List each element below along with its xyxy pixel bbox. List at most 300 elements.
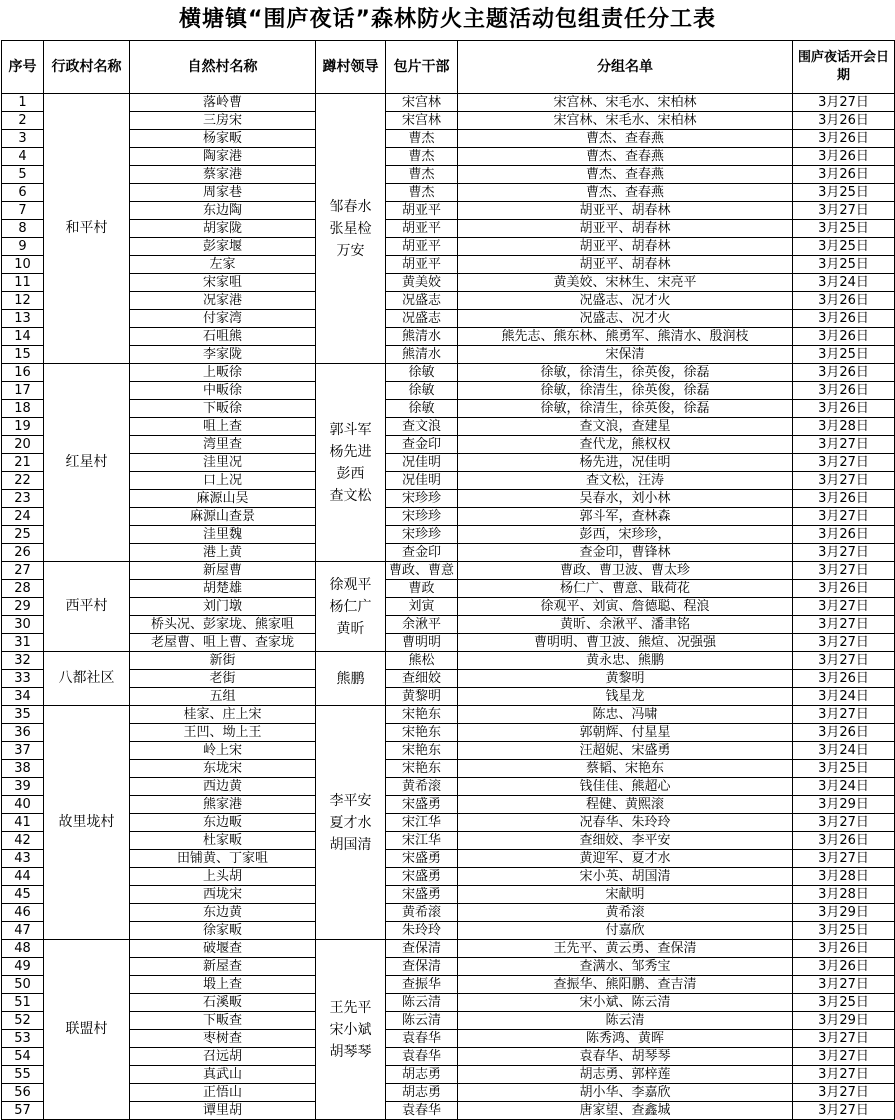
group-members: 王先平、黄云勇、查保清 (458, 940, 793, 958)
meeting-date: 3月27日 (793, 472, 895, 490)
natural-village-name: 李家陇 (130, 346, 316, 364)
leader-name: 胡国清 (329, 836, 372, 853)
row-seq: 19 (2, 418, 44, 436)
group-members: 曹杰、查春燕 (458, 130, 793, 148)
meeting-date: 3月26日 (793, 166, 895, 184)
meeting-date: 3月24日 (793, 742, 895, 760)
row-seq: 57 (2, 1102, 44, 1120)
row-seq: 22 (2, 472, 44, 490)
table-row (2, 166, 895, 184)
meeting-date: 3月26日 (793, 112, 895, 130)
row-seq: 30 (2, 616, 44, 634)
row-seq: 56 (2, 1084, 44, 1102)
group-members: 宋小斌、陈云清 (458, 994, 793, 1012)
cadre-name: 宋盛勇 (386, 886, 458, 904)
table-row (2, 256, 895, 274)
row-seq: 45 (2, 886, 44, 904)
natural-village-name: 桥头况、彭家垅、熊家咀 (130, 616, 316, 634)
group-members: 宋小英、胡国清 (458, 868, 793, 886)
table-row (2, 976, 895, 994)
meeting-date: 3月27日 (793, 634, 895, 652)
group-members: 黄永忠、熊鹏 (458, 652, 793, 670)
natural-village-name: 洼里魏 (130, 526, 316, 544)
cadre-name: 宋宫林 (386, 94, 458, 112)
meeting-date: 3月26日 (793, 490, 895, 508)
table-row (2, 274, 895, 292)
header-cadre: 包片干部 (386, 41, 458, 94)
row-seq: 13 (2, 310, 44, 328)
meeting-date: 3月26日 (793, 292, 895, 310)
admin-village-name: 故里垅村 (44, 706, 130, 940)
cadre-name: 宋艳东 (386, 706, 458, 724)
table-row (2, 400, 895, 418)
meeting-date: 3月26日 (793, 670, 895, 688)
leader-name: 宋小斌 (329, 1021, 372, 1038)
group-members: 宋宫林、宋毛水、宋柏林 (458, 94, 793, 112)
admin-village-name: 八都社区 (44, 652, 130, 706)
group-members: 唐家望、查鑫城 (458, 1102, 793, 1120)
cadre-name: 查金印 (386, 436, 458, 454)
natural-village-name: 岭上宋 (130, 742, 316, 760)
group-members: 查振华、熊阳鹏、查吉清 (458, 976, 793, 994)
leader-cell (316, 364, 386, 562)
table-row (2, 688, 895, 706)
group-members: 陈秀鸿、黄晖 (458, 1030, 793, 1048)
table-row (2, 634, 895, 652)
natural-village-name: 老街 (130, 670, 316, 688)
row-seq: 26 (2, 544, 44, 562)
cadre-name: 曹杰 (386, 184, 458, 202)
group-members: 吴春水，刘小林 (458, 490, 793, 508)
group-members: 曹杰、查春燕 (458, 166, 793, 184)
meeting-date: 3月27日 (793, 652, 895, 670)
natural-village-name: 石溪畈 (130, 994, 316, 1012)
table-row (2, 904, 895, 922)
assignment-table (1, 40, 895, 1120)
table-row (2, 382, 895, 400)
cadre-name: 黄希滚 (386, 904, 458, 922)
row-seq: 39 (2, 778, 44, 796)
group-members: 曹杰、查春燕 (458, 148, 793, 166)
row-seq: 49 (2, 958, 44, 976)
cadre-name: 查细姣 (386, 670, 458, 688)
row-seq: 11 (2, 274, 44, 292)
table-row (2, 706, 895, 724)
group-members: 熊先志、熊东林、熊勇军、熊清水、殷润枝 (458, 328, 793, 346)
cadre-name: 查振华 (386, 976, 458, 994)
row-seq: 6 (2, 184, 44, 202)
table-row (2, 310, 895, 328)
table-row (2, 148, 895, 166)
natural-village-name: 麻源山吴 (130, 490, 316, 508)
leader-cell (316, 652, 386, 706)
meeting-date: 3月26日 (793, 310, 895, 328)
meeting-date: 3月26日 (793, 130, 895, 148)
leader-name: 王先平 (329, 999, 372, 1016)
natural-village-name: 西边黄 (130, 778, 316, 796)
admin-village-name: 红星村 (44, 364, 130, 562)
meeting-date: 3月27日 (793, 976, 895, 994)
table-row (2, 958, 895, 976)
natural-village-name: 胡楚雄 (130, 580, 316, 598)
meeting-date: 3月27日 (793, 616, 895, 634)
meeting-date: 3月24日 (793, 688, 895, 706)
row-seq: 23 (2, 490, 44, 508)
group-members: 付嘉欣 (458, 922, 793, 940)
group-members: 黄昕、余湫平、潘聿铭 (458, 616, 793, 634)
meeting-date: 3月26日 (793, 364, 895, 382)
meeting-date: 3月27日 (793, 508, 895, 526)
cadre-name: 徐敏 (386, 400, 458, 418)
group-members: 曹明明、曹卫波、熊煊、况强强 (458, 634, 793, 652)
natural-village-name: 下畈查 (130, 1012, 316, 1030)
table-row (2, 1048, 895, 1066)
meeting-date: 3月25日 (793, 220, 895, 238)
table-row (2, 184, 895, 202)
cadre-name: 宋艳东 (386, 742, 458, 760)
leader-cell (316, 562, 386, 652)
admin-village-name: 联盟村 (44, 940, 130, 1120)
cadre-name: 宋珍珍 (386, 490, 458, 508)
cadre-name: 熊清水 (386, 346, 458, 364)
natural-village-name: 西垅宋 (130, 886, 316, 904)
meeting-date: 3月26日 (793, 724, 895, 742)
table-row (2, 490, 895, 508)
meeting-date: 3月27日 (793, 598, 895, 616)
row-seq: 47 (2, 922, 44, 940)
cadre-name: 胡亚平 (386, 238, 458, 256)
group-members: 钱星龙 (458, 688, 793, 706)
table-row (2, 1066, 895, 1084)
cadre-name: 黄美姣 (386, 274, 458, 292)
group-members: 胡志勇、郭梓莲 (458, 1066, 793, 1084)
meeting-date: 3月25日 (793, 346, 895, 364)
cadre-name: 况盛志 (386, 310, 458, 328)
meeting-date: 3月28日 (793, 868, 895, 886)
table-row (2, 580, 895, 598)
meeting-date: 3月27日 (793, 202, 895, 220)
table-row (2, 1084, 895, 1102)
table-row (2, 508, 895, 526)
natural-village-name: 塅上查 (130, 976, 316, 994)
row-seq: 53 (2, 1030, 44, 1048)
cadre-name: 袁春华 (386, 1048, 458, 1066)
row-seq: 15 (2, 346, 44, 364)
natural-village-name: 枣树查 (130, 1030, 316, 1048)
leader-name: 黄昕 (336, 620, 365, 637)
cadre-name: 余湫平 (386, 616, 458, 634)
group-members: 胡亚平、胡春林 (458, 256, 793, 274)
table-row (2, 202, 895, 220)
natural-village-name: 正悟山 (130, 1084, 316, 1102)
row-seq: 25 (2, 526, 44, 544)
group-members: 杨仁广、曹意、戢荷花 (458, 580, 793, 598)
cadre-name: 袁春华 (386, 1030, 458, 1048)
group-members: 徐敏，徐清生，徐英俊，徐磊 (458, 400, 793, 418)
meeting-date: 3月25日 (793, 238, 895, 256)
cadre-name: 宋珍珍 (386, 508, 458, 526)
group-members: 曹政、曹卫波、曹太珍 (458, 562, 793, 580)
cadre-name: 宋艳东 (386, 760, 458, 778)
meeting-date: 3月27日 (793, 544, 895, 562)
leader-name: 郭斗军 (329, 421, 372, 438)
cadre-name: 曹政、曹意 (386, 562, 458, 580)
meeting-date: 3月26日 (793, 580, 895, 598)
natural-village-name: 港上黄 (130, 544, 316, 562)
meeting-date: 3月25日 (793, 184, 895, 202)
leader-cell (316, 940, 386, 1120)
row-seq: 12 (2, 292, 44, 310)
leader-name: 彭西 (336, 465, 365, 482)
natural-village-name: 洼里况 (130, 454, 316, 472)
meeting-date: 3月26日 (793, 832, 895, 850)
natural-village-name: 上畈徐 (130, 364, 316, 382)
table-row (2, 868, 895, 886)
row-seq: 50 (2, 976, 44, 994)
row-seq: 24 (2, 508, 44, 526)
table-row (2, 940, 895, 958)
row-seq: 41 (2, 814, 44, 832)
leader-cell (316, 94, 386, 364)
row-seq: 51 (2, 994, 44, 1012)
row-seq: 16 (2, 364, 44, 382)
row-seq: 43 (2, 850, 44, 868)
cadre-name: 朱玲玲 (386, 922, 458, 940)
group-members: 宋献明 (458, 886, 793, 904)
leader-name: 徐观平 (329, 576, 372, 593)
meeting-date: 3月29日 (793, 1012, 895, 1030)
admin-village-name: 和平村 (44, 94, 130, 364)
cadre-name: 宋盛勇 (386, 868, 458, 886)
table-row (2, 850, 895, 868)
table-row (2, 130, 895, 148)
natural-village-name: 熊家港 (130, 796, 316, 814)
natural-village-name: 破堰查 (130, 940, 316, 958)
group-members: 黄黎明 (458, 670, 793, 688)
cadre-name: 查文浪 (386, 418, 458, 436)
row-seq: 52 (2, 1012, 44, 1030)
group-members: 胡亚平、胡春林 (458, 220, 793, 238)
cadre-name: 曹杰 (386, 166, 458, 184)
row-seq: 9 (2, 238, 44, 256)
meeting-date: 3月29日 (793, 904, 895, 922)
meeting-date: 3月25日 (793, 994, 895, 1012)
leader-name: 胡琴琴 (329, 1043, 372, 1060)
header-date: 围庐夜话开会日期 (793, 41, 895, 94)
row-seq: 31 (2, 634, 44, 652)
meeting-date: 3月27日 (793, 1102, 895, 1120)
natural-village-name: 谭里胡 (130, 1102, 316, 1120)
natural-village-name: 老屋曹、咀上曹、查家垅 (130, 634, 316, 652)
header-leader: 蹲村领导 (316, 41, 386, 94)
row-seq: 1 (2, 94, 44, 112)
row-seq: 35 (2, 706, 44, 724)
table-row (2, 364, 895, 382)
group-members: 陈云清 (458, 1012, 793, 1030)
row-seq: 42 (2, 832, 44, 850)
leader-name: 熊鹏 (336, 670, 365, 687)
group-members: 胡亚平、胡春林 (458, 202, 793, 220)
header-row (2, 41, 895, 94)
natural-village-name: 蔡家港 (130, 166, 316, 184)
natural-village-name: 东边陶 (130, 202, 316, 220)
page-title: 横塘镇“围庐夜话”森林防火主题活动包组责任分工表 (179, 7, 716, 32)
natural-village-name: 彭家堰 (130, 238, 316, 256)
meeting-date: 3月28日 (793, 886, 895, 904)
table-body (2, 94, 895, 1120)
natural-village-name: 桂家、庄上宋 (130, 706, 316, 724)
table-row (2, 1030, 895, 1048)
table-row (2, 922, 895, 940)
group-members: 徐敏，徐清生，徐英俊，徐磊 (458, 364, 793, 382)
table-row (2, 1012, 895, 1030)
group-members: 郭斗军，查林森 (458, 508, 793, 526)
table-row (2, 652, 895, 670)
meeting-date: 3月26日 (793, 328, 895, 346)
table-row (2, 778, 895, 796)
group-members: 彭西，宋珍珍， (458, 526, 793, 544)
cadre-name: 陈云清 (386, 1012, 458, 1030)
meeting-date: 3月27日 (793, 436, 895, 454)
row-seq: 36 (2, 724, 44, 742)
meeting-date: 3月27日 (793, 850, 895, 868)
cadre-name: 况佳明 (386, 454, 458, 472)
group-members: 汪超妮、宋盛勇 (458, 742, 793, 760)
cadre-name: 熊松 (386, 652, 458, 670)
row-seq: 8 (2, 220, 44, 238)
natural-village-name: 新街 (130, 652, 316, 670)
group-members: 查满水、邹秀宝 (458, 958, 793, 976)
cadre-name: 徐敏 (386, 382, 458, 400)
table-row (2, 832, 895, 850)
meeting-date: 3月27日 (793, 94, 895, 112)
row-seq: 32 (2, 652, 44, 670)
meeting-date: 3月27日 (793, 1048, 895, 1066)
table-row (2, 418, 895, 436)
natural-village-name: 落岭曹 (130, 94, 316, 112)
group-members: 黄美姣、宋林生、宋亮平 (458, 274, 793, 292)
leader-name: 查文松 (329, 487, 372, 504)
group-members: 郭朝辉、付星星 (458, 724, 793, 742)
meeting-date: 3月25日 (793, 922, 895, 940)
natural-village-name: 真武山 (130, 1066, 316, 1084)
natural-village-name: 上头胡 (130, 868, 316, 886)
cadre-name: 刘寅 (386, 598, 458, 616)
header-natural-village: 自然村名称 (130, 41, 316, 94)
natural-village-name: 新屋查 (130, 958, 316, 976)
cadre-name: 查保清 (386, 940, 458, 958)
row-seq: 14 (2, 328, 44, 346)
row-seq: 38 (2, 760, 44, 778)
row-seq: 48 (2, 940, 44, 958)
row-seq: 4 (2, 148, 44, 166)
table-row (2, 526, 895, 544)
table-row (2, 760, 895, 778)
group-members: 胡亚平、胡春林 (458, 238, 793, 256)
table-row (2, 544, 895, 562)
row-seq: 3 (2, 130, 44, 148)
cadre-name: 袁春华 (386, 1102, 458, 1120)
natural-village-name: 田铺黄、丁家咀 (130, 850, 316, 868)
leader-cell (316, 706, 386, 940)
row-seq: 33 (2, 670, 44, 688)
leader-name: 邹春水 (329, 198, 372, 215)
table-row (2, 436, 895, 454)
group-members: 徐敏，徐清生，徐英俊，徐磊 (458, 382, 793, 400)
cadre-name: 胡志勇 (386, 1084, 458, 1102)
meeting-date: 3月27日 (793, 454, 895, 472)
header-admin-village: 行政村名称 (44, 41, 130, 94)
admin-village-name: 西平村 (44, 562, 130, 652)
cadre-name: 胡亚平 (386, 202, 458, 220)
row-seq: 18 (2, 400, 44, 418)
row-seq: 55 (2, 1066, 44, 1084)
cadre-name: 徐敏 (386, 364, 458, 382)
group-members: 况盛志、况才火 (458, 292, 793, 310)
meeting-date: 3月26日 (793, 400, 895, 418)
natural-village-name: 石咀熊 (130, 328, 316, 346)
natural-village-name: 召远胡 (130, 1048, 316, 1066)
table-row (2, 454, 895, 472)
meeting-date: 3月27日 (793, 706, 895, 724)
meeting-date: 3月26日 (793, 148, 895, 166)
group-members: 钱佳佳、熊超心 (458, 778, 793, 796)
group-members: 杨先进，况佳明 (458, 454, 793, 472)
meeting-date: 3月27日 (793, 562, 895, 580)
table-row (2, 886, 895, 904)
leader-name: 杨先进 (329, 443, 372, 460)
natural-village-name: 三房宋 (130, 112, 316, 130)
natural-village-name: 麻源山查景 (130, 508, 316, 526)
cadre-name: 况盛志 (386, 292, 458, 310)
cadre-name: 胡志勇 (386, 1066, 458, 1084)
natural-village-name: 况家港 (130, 292, 316, 310)
meeting-date: 3月26日 (793, 958, 895, 976)
natural-village-name: 杜家畈 (130, 832, 316, 850)
meeting-date: 3月27日 (793, 1066, 895, 1084)
natural-village-name: 付家湾 (130, 310, 316, 328)
natural-village-name: 咀上查 (130, 418, 316, 436)
meeting-date: 3月25日 (793, 760, 895, 778)
natural-village-name: 左家 (130, 256, 316, 274)
table-row (2, 94, 895, 112)
row-seq: 10 (2, 256, 44, 274)
cadre-name: 胡亚平 (386, 256, 458, 274)
natural-village-name: 五组 (130, 688, 316, 706)
natural-village-name: 东边畈 (130, 814, 316, 832)
group-members: 黄希滚 (458, 904, 793, 922)
natural-village-name: 宋家咀 (130, 274, 316, 292)
meeting-date: 3月27日 (793, 1030, 895, 1048)
table-row (2, 292, 895, 310)
cadre-name: 查金印 (386, 544, 458, 562)
group-members: 查细姣、李平安 (458, 832, 793, 850)
row-seq: 37 (2, 742, 44, 760)
group-members: 查金印，曹锋林 (458, 544, 793, 562)
table-row (2, 598, 895, 616)
cadre-name: 黄希滚 (386, 778, 458, 796)
table-row (2, 112, 895, 130)
cadre-name: 查保清 (386, 958, 458, 976)
row-seq: 46 (2, 904, 44, 922)
group-members: 黄迎军、夏才水 (458, 850, 793, 868)
group-members: 况盛志、况才火 (458, 310, 793, 328)
group-members: 曹杰、查春燕 (458, 184, 793, 202)
cadre-name: 胡亚平 (386, 220, 458, 238)
table-row (2, 1102, 895, 1120)
row-seq: 2 (2, 112, 44, 130)
row-seq: 7 (2, 202, 44, 220)
